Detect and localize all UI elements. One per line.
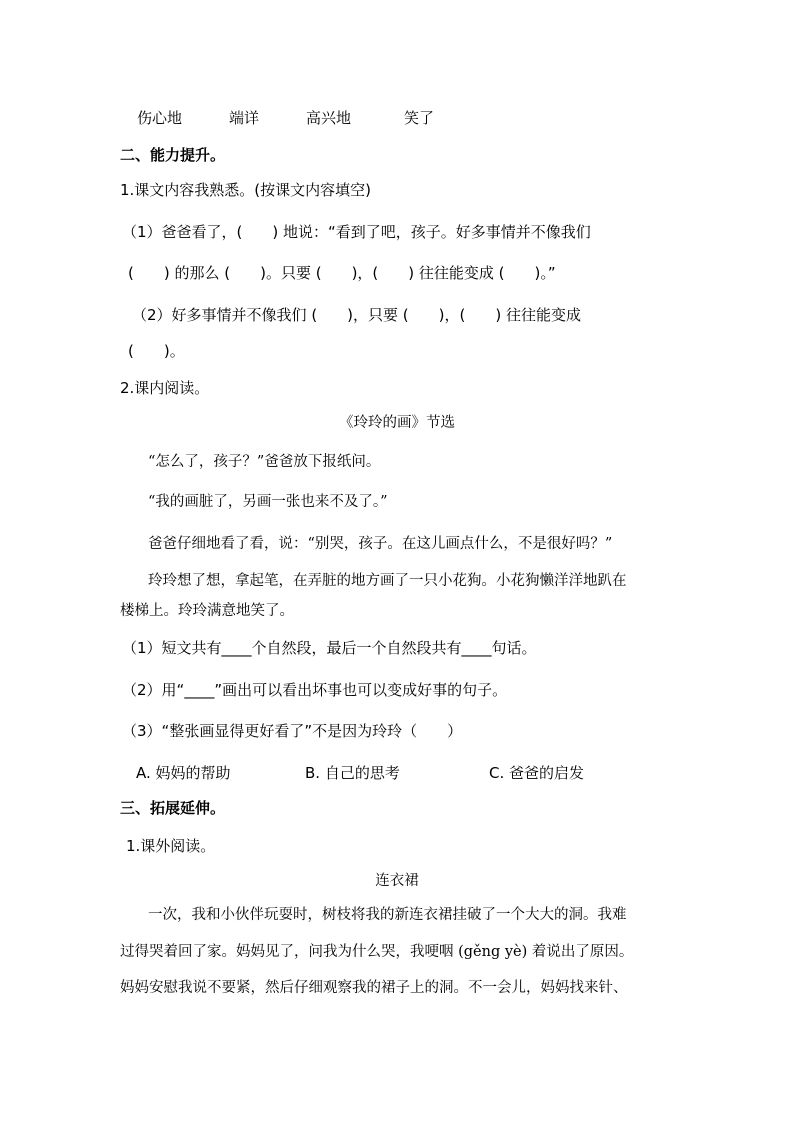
- choice-option-b: B. 自己的思考: [305, 764, 400, 782]
- section-heading: 二、能力提升。: [120, 146, 226, 164]
- passage-line: 过得哭着回了家。妈妈见了，问我为什么哭，我哽咽 (gěng yè) 着说出了原因。: [120, 944, 634, 960]
- passage-paragraph: 楼梯上。玲玲满意地笑了。: [120, 603, 294, 619]
- sub-question: （2）用“____”画出可以看出坏事也可以变成好事的句子。: [122, 681, 508, 699]
- question-title: 1.课外阅读。: [126, 837, 216, 855]
- fill-blank-line: （2）好多事情并不像我们 ( )，只要 ( )，( ) 往往能变成: [132, 306, 581, 324]
- fill-blank-line: （1）爸爸看了，( ) 地说：“看到了吧，孩子。好多事情并不像我们: [122, 223, 591, 241]
- choice-option-a: A. 妈妈的帮助: [136, 764, 231, 782]
- passage-line: 妈妈安慰我说不要紧，然后仔细观察我的裙子上的洞。不一会儿，妈妈找来针、: [120, 980, 628, 996]
- passage-line: 一次，我和小伙伴玩耍时，树枝将我的新连衣裙挂破了一个大大的洞。我难: [148, 907, 627, 923]
- sub-question: （3）“整张画显得更好看了”不是因为玲玲（ ）: [122, 722, 463, 740]
- word-option: 端详: [229, 109, 260, 127]
- section-heading: 三、拓展延伸。: [120, 799, 226, 817]
- sub-question: （1）短文共有____个自然段，最后一个自然段共有____句话。: [122, 639, 537, 657]
- passage-title: 连衣裙: [375, 873, 419, 889]
- passage-paragraph: “我的画脏了，另画一张也来不及了。”: [148, 494, 388, 510]
- question-title: 2.课内阅读。: [120, 379, 210, 397]
- fill-blank-line: ( )。: [128, 342, 185, 360]
- question-title: 1.课文内容我熟悉。(按课文内容填空): [120, 181, 372, 199]
- passage-title: 《玲玲的画》节选: [339, 415, 455, 431]
- fill-blank-line: ( ) 的那么 ( )。只要 ( )，( ) 往往能变成 ( )。”: [128, 264, 556, 282]
- word-option: 高兴地: [306, 109, 352, 127]
- passage-paragraph: “怎么了，孩子？”爸爸放下报纸问。: [148, 454, 381, 470]
- choice-option-c: C. 爸爸的启发: [489, 764, 585, 782]
- passage-paragraph: 爸爸仔细地看了看，说：“别哭，孩子。在这儿画点什么，不是很好吗？”: [148, 536, 613, 552]
- word-option: 伤心地: [137, 109, 183, 127]
- passage-paragraph: 玲玲想了想，拿起笔，在弄脏的地方画了一只小花狗。小花狗懒洋洋地趴在: [148, 573, 627, 589]
- word-option: 笑了: [404, 109, 435, 127]
